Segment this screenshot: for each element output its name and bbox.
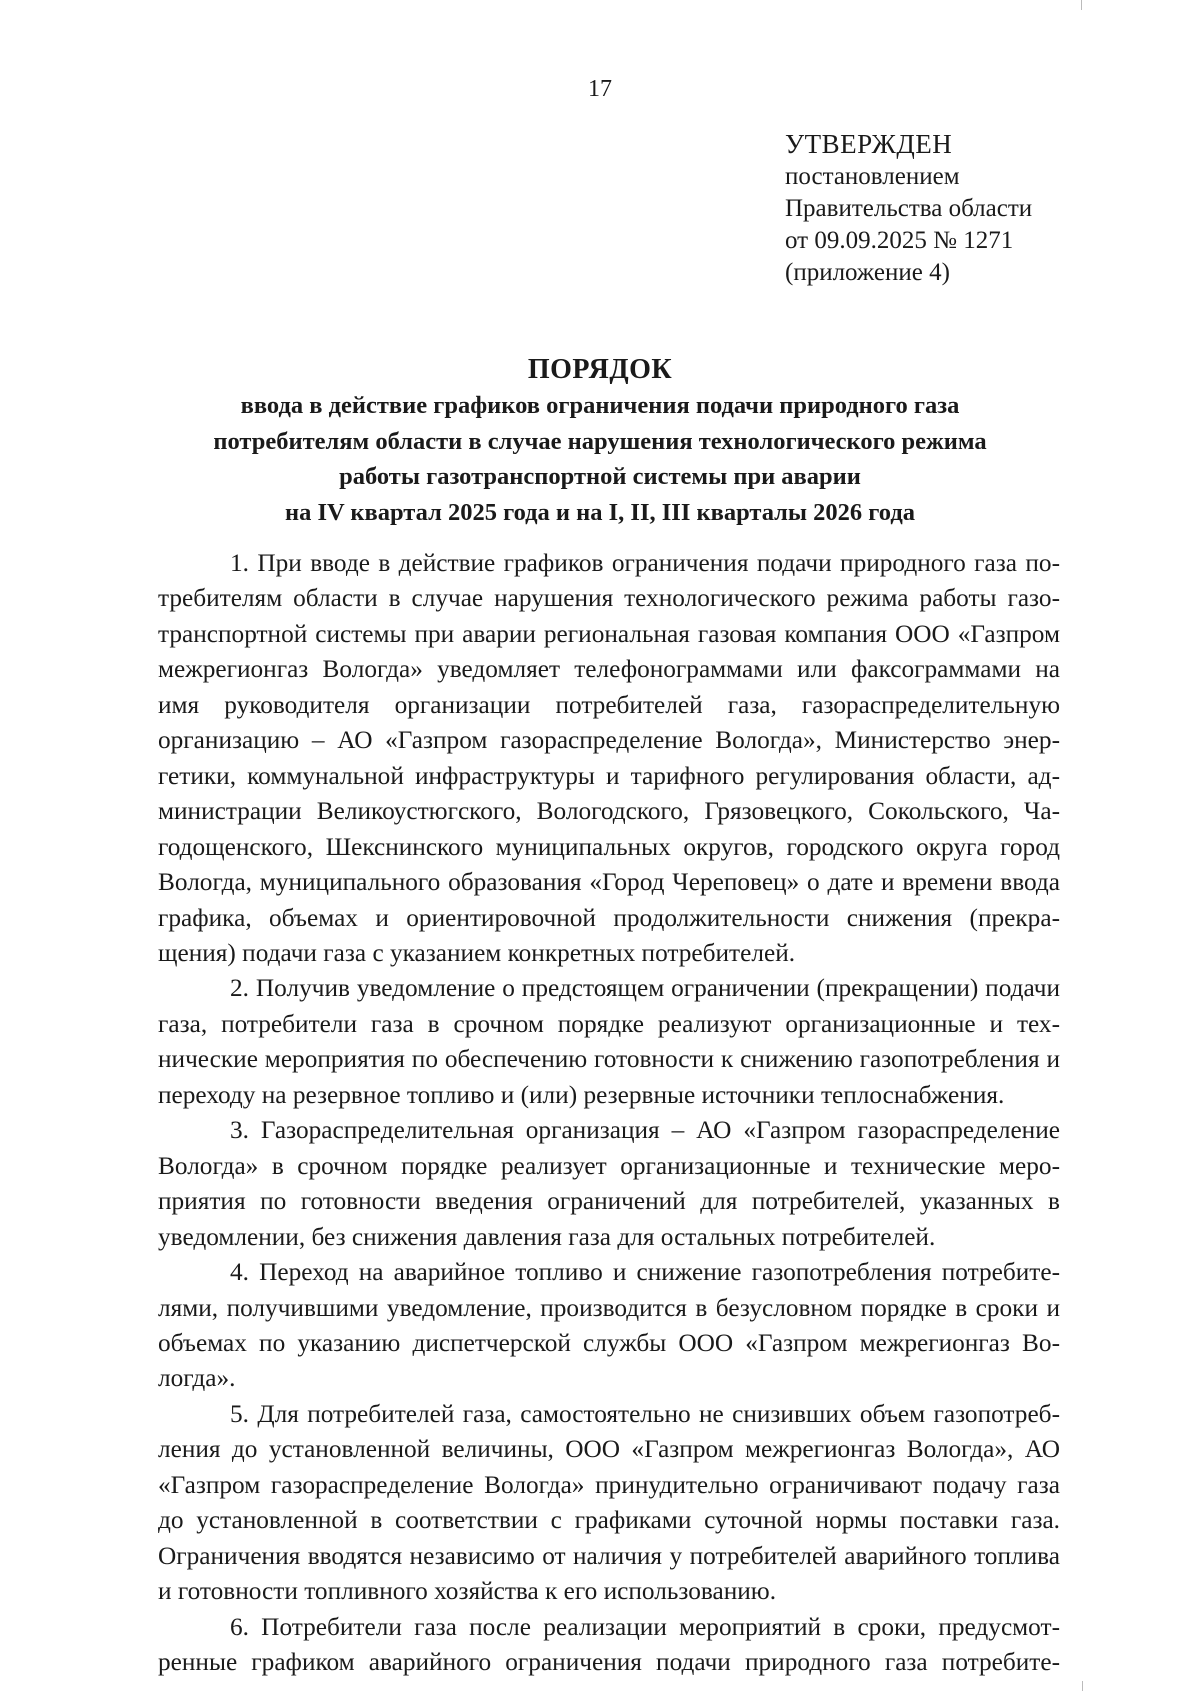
approval-line: постановлением	[785, 163, 960, 190]
approval-line: (приложение 4)	[785, 259, 950, 286]
paragraph-3: 3. Газораспределительная организация – АО «Газпром газораспределение Вологда» в срочном порядке реализует организационные и технические мероприятия по готовности введения ограничений для потребителей, указанных в уведомлении, без снижения давления газа для остальных потребителей.	[158, 1116, 1060, 1251]
approval-line: Правительства области	[785, 195, 1033, 222]
document-subtitle-line: работы газотранспортной системы при аварии	[339, 463, 861, 490]
page-number: 17	[588, 76, 612, 102]
document-subtitle-line: на IV квартал 2025 года и на I, II, III кварталы 2026 года	[284, 498, 915, 526]
paragraph-4: 4. Переход на аварийное топливо и снижение газопотребления потребителями, получившими уведомление, производится в безусловном порядке в сроки и объемах по указанию диспетчерской службы ООО «Газпром межрегионгаз Вологда».	[158, 1258, 1060, 1393]
paragraph-5: 5. Для потребителей газа, самостоятельно не снизивших объем газопотребления до установленной величины, ООО «Газпром межрегионгаз Вологда», АО «Газпром газораспределение Вологда» принудительно ограничивают подачу газа до установленной в соответствии с графиками суточной нормы поставки газа. Ограничения вводятся независимо от наличия у потребителей аварийного топлива и готовности топливного хозяйства к его использованию.	[158, 1399, 1060, 1606]
scan-mark	[1082, 1681, 1083, 1691]
paragraph-6: 6. Потребители газа после реализации мероприятий в сроки, предусмотренные графиком аварийного ограничения подачи природного газа потребите-	[158, 1612, 1060, 1677]
document-body	[158, 546, 1060, 1681]
document-subtitle-line: потребителям области в случае нарушения технологического режима	[213, 427, 987, 455]
scan-mark	[1081, 0, 1082, 10]
document-title-block	[150, 352, 1050, 530]
approval-stamp-block	[785, 128, 1165, 289]
approval-heading: УТВЕРЖДЕН	[785, 129, 953, 159]
document-title: ПОРЯДОК	[527, 354, 673, 385]
paragraph-1: 1. При вводе в действие графиков ограничения подачи природного газа потребителям области в случае нарушения технологического режима работы газотранспортной системы при аварии региональная газовая компания ООО «Газпром межрегионгаз Вологда» уведомляет телефонограммами или факсограммами на имя руководителя организации потребителей газа, газораспределительную организацию – АО «Газпром газораспределение Вологда», Министерство энергетики, коммунальной инфраструктуры и тарифного регулирования области, администрации Великоустюгского, Вологодского, Грязовецкого, Сокольского, Чагодощенского, Шекснинского муниципальных округов, городского округа город Вологда, муниципального образования «Город Череповец» о дате и времени ввода графика, объемах и ориентировочной продолжительности снижения (прекращения) подачи газа с указанием конкретных потребителей.	[158, 549, 1060, 967]
approval-line: от 09.09.2025 № 1271	[785, 227, 1014, 254]
document-subtitle-line: ввода в действие графиков ограничения подачи природного газа	[240, 392, 960, 419]
paragraph-2: 2. Получив уведомление о предстоящем ограничении (прекращении) подачи газа, потребители газа в срочном порядке реализуют организационные и технические мероприятия по обеспечению готовности к снижению газопотребления и переходу на резервное топливо и (или) резервные источники теплоснабжения.	[158, 974, 1060, 1109]
